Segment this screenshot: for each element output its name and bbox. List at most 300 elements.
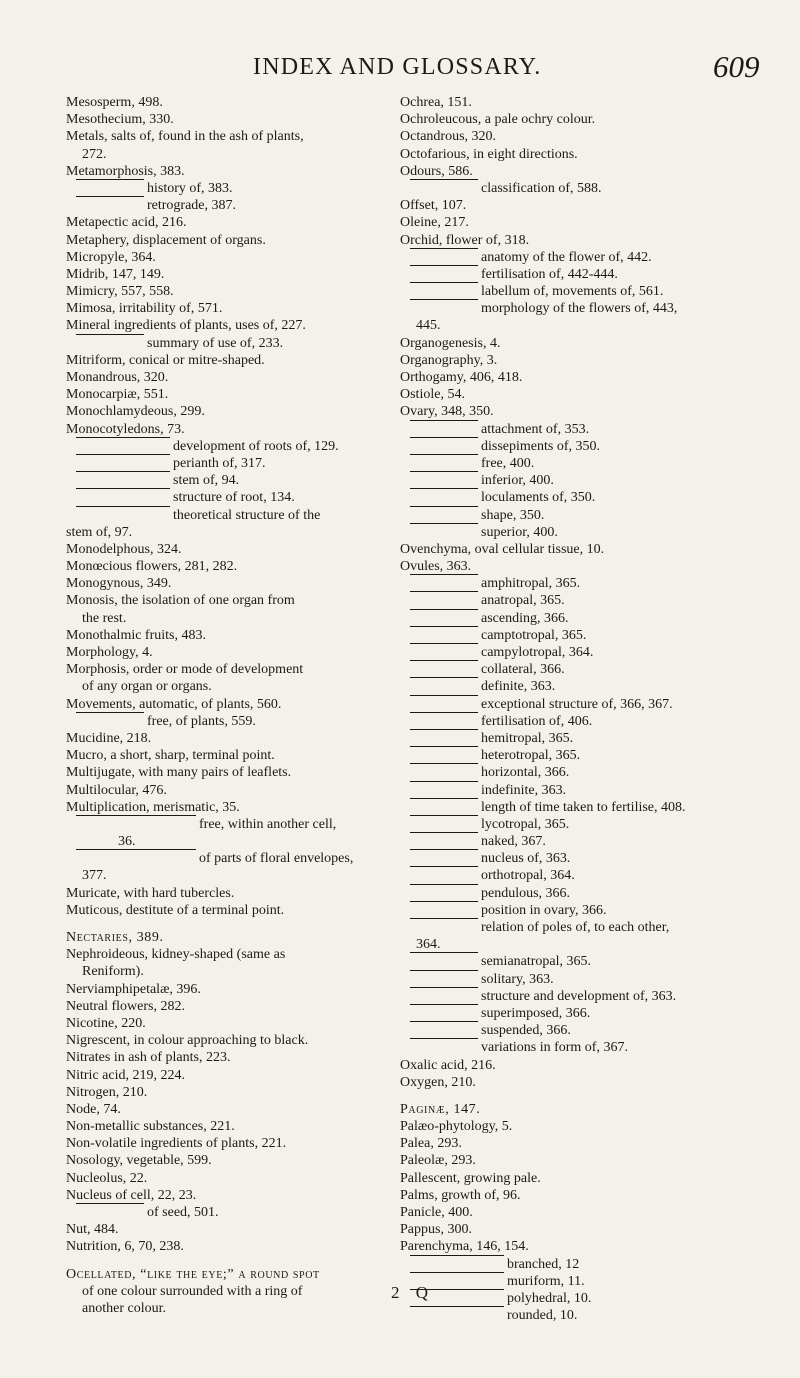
index-entry-text: Non-metallic substances, 221.	[66, 1119, 235, 1135]
index-subentry	[400, 455, 784, 472]
index-subentry	[400, 575, 784, 592]
index-entry-text: position in ovary, 366.	[481, 902, 607, 918]
index-entry-text: solitary, 363.	[481, 971, 554, 987]
index-entry	[66, 592, 388, 609]
index-entry-text: Pallescent, growing pale.	[400, 1170, 541, 1186]
index-entry-text: Nucleus of cell, 22, 23.	[66, 1187, 197, 1203]
index-entry	[400, 1135, 784, 1152]
index-entry	[400, 197, 784, 214]
index-entry-text: anatropal, 365.	[481, 593, 565, 609]
index-entry	[66, 902, 388, 919]
ditto-rule	[76, 196, 144, 197]
index-entry-text: Monandrous, 320.	[66, 370, 169, 385]
index-entry	[66, 661, 388, 678]
index-entry	[400, 1238, 784, 1255]
index-entry-text: Nucleolus, 22.	[66, 1170, 148, 1186]
index-entry-text: fertilisation of, 406.	[481, 713, 593, 729]
index-entry-text: Ovenchyma, oval cellular tissue, 10.	[400, 541, 605, 557]
index-entry-text: summary of use of, 233.	[147, 335, 284, 351]
index-entry-text: Offset, 107.	[400, 198, 467, 214]
index-entry-text: semianatropal, 365.	[481, 954, 592, 970]
index-entry	[400, 1118, 784, 1135]
index-subentry	[400, 816, 784, 833]
index-entry	[66, 764, 388, 781]
index-subentry	[400, 988, 784, 1005]
index-entry	[400, 111, 784, 128]
ditto-rule	[76, 506, 170, 507]
ditto-rule	[410, 523, 478, 524]
index-subentry	[400, 1307, 784, 1324]
index-entry-text: Monœcious flowers, 281, 282.	[66, 559, 238, 575]
printer-signature-mark: 2 Q	[391, 1283, 435, 1302]
ditto-rule	[76, 849, 196, 850]
index-entry-text: Morphosis, order or mode of development	[66, 662, 304, 678]
index-entry-text: Mineral ingredients of plants, uses of, 227.	[66, 318, 306, 334]
ditto-rule	[410, 660, 478, 661]
index-entry-text: history of, 383.	[147, 180, 233, 196]
index-entry-text: free, within another cell,	[199, 816, 337, 832]
ditto-rule	[410, 763, 478, 764]
index-subentry	[400, 747, 784, 764]
index-subentry	[66, 438, 388, 455]
index-entry	[66, 1135, 388, 1152]
ditto-rule	[76, 454, 170, 455]
index-entry	[66, 1221, 388, 1238]
index-entry-text: Parenchyma, 146, 154.	[400, 1239, 529, 1255]
index-entry-text: Nut, 484.	[66, 1222, 119, 1238]
ditto-rule	[410, 179, 478, 180]
index-entry-text: Movements, automatic, of plants, 560.	[66, 696, 282, 712]
index-entry-text: Ovary, 348, 350.	[400, 404, 494, 420]
index-entry-text: Multijugate, with many pairs of leaflets.	[66, 765, 292, 781]
index-entry-text: loculaments of, 350.	[481, 490, 596, 506]
index-subentry	[400, 1022, 784, 1039]
ditto-rule	[76, 471, 170, 472]
index-entry-text: Metapectic acid, 216.	[66, 215, 187, 231]
index-subentry	[400, 885, 784, 902]
index-entry-text: retrograde, 387.	[147, 198, 237, 214]
index-entry	[400, 163, 784, 180]
index-entry-text: suspended, 366.	[481, 1023, 571, 1039]
ditto-rule	[410, 437, 478, 438]
index-entry	[66, 867, 388, 884]
index-subentry	[400, 764, 784, 781]
ditto-rule	[410, 1038, 478, 1039]
index-entry-text: Monodelphous, 324.	[66, 541, 182, 557]
index-entry-text: free, 400.	[481, 455, 535, 471]
ditto-rule	[410, 832, 478, 833]
index-entry-text: nucleus of, 363.	[481, 851, 571, 867]
index-entry-text: perianth of, 317.	[173, 455, 266, 471]
index-entry	[400, 128, 784, 145]
index-entry-text: Paginæ, 147.	[400, 1101, 481, 1117]
index-entry	[66, 998, 388, 1015]
index-entry-text: superior, 400.	[481, 524, 558, 540]
index-subentry	[400, 627, 784, 644]
index-entry	[400, 352, 784, 369]
index-subentry	[66, 507, 388, 524]
index-entry-text: Palæo-phytology, 5.	[400, 1119, 513, 1135]
ditto-rule	[410, 574, 478, 575]
ditto-rule	[410, 265, 478, 266]
index-entry-text: Reniform).	[82, 964, 144, 980]
index-subentry	[400, 524, 784, 541]
index-entry-text: classification of, 588.	[481, 180, 602, 196]
index-entry-text: Muticous, destitute of a terminal point.	[66, 902, 285, 918]
index-subentry	[66, 850, 388, 867]
index-entry-text: labellum of, movements of, 561.	[481, 284, 664, 300]
index-entry	[66, 300, 388, 317]
index-entry	[66, 1049, 388, 1066]
index-entry-text: Orchid, flower of, 318.	[400, 232, 530, 248]
index-entry-text: Multiplication, merismatic, 35.	[66, 799, 240, 815]
index-subentry	[400, 661, 784, 678]
index-entry	[66, 317, 388, 334]
index-subentry	[400, 300, 784, 317]
index-entry-text: indefinite, 363.	[481, 782, 567, 798]
ditto-rule	[410, 609, 478, 610]
index-entry	[66, 678, 388, 695]
ditto-rule	[410, 1004, 478, 1005]
index-entry-text: Midrib, 147, 149.	[66, 266, 165, 282]
index-entry-text: exceptional structure of, 366, 367.	[481, 696, 673, 712]
ditto-rule	[76, 437, 170, 438]
index-entry-text: another colour.	[82, 1300, 166, 1316]
index-entry-text: hemitropal, 365.	[481, 730, 574, 746]
index-column-left	[66, 94, 388, 1317]
index-entry	[400, 1101, 784, 1118]
index-entry	[400, 1074, 784, 1091]
index-subentry	[400, 644, 784, 661]
index-entry-text: Monothalmic fruits, 483.	[66, 627, 206, 643]
ditto-rule	[410, 866, 478, 867]
index-entry	[66, 1067, 388, 1084]
index-entry-text: of parts of floral envelopes,	[199, 851, 354, 867]
index-subentry	[400, 799, 784, 816]
index-entry-text: structure and development of, 363.	[481, 988, 677, 1004]
index-entry	[400, 335, 784, 352]
index-entry	[400, 232, 784, 249]
index-subentry	[400, 266, 784, 283]
index-entry-text: lycotropal, 365.	[481, 816, 570, 832]
index-entry-text: Muricate, with hard tubercles.	[66, 885, 235, 901]
index-entry	[66, 94, 388, 111]
index-subentry	[400, 1039, 784, 1056]
index-entry-text: fertilisation of, 442-444.	[481, 266, 618, 282]
ditto-rule	[410, 815, 478, 816]
index-subentry	[66, 180, 388, 197]
index-entry	[66, 1283, 388, 1300]
ditto-rule	[410, 643, 478, 644]
index-entry	[400, 1170, 784, 1187]
ditto-rule	[76, 488, 170, 489]
index-subentry	[400, 507, 784, 524]
index-entry-text: Paleolæ, 293.	[400, 1153, 476, 1169]
index-entry-text: ascending, 366.	[481, 610, 569, 626]
index-entry	[66, 283, 388, 300]
index-subentry	[400, 919, 784, 936]
index-entry-text: Octofarious, in eight directions.	[400, 146, 578, 162]
ditto-rule	[76, 712, 144, 713]
ditto-rule	[410, 970, 478, 971]
ditto-rule	[410, 591, 478, 592]
index-subentry	[400, 971, 784, 988]
index-entry	[66, 1015, 388, 1032]
index-entry-text: Nitric acid, 219, 224.	[66, 1067, 185, 1083]
ditto-rule	[410, 1306, 504, 1307]
ditto-rule	[410, 746, 478, 747]
index-entry-text: Octandrous, 320.	[400, 129, 497, 145]
index-entry-text: Neutral flowers, 282.	[66, 998, 185, 1014]
index-entry-text: Nicotine, 220.	[66, 1015, 146, 1031]
index-entry-text: theoretical structure of the	[173, 507, 321, 523]
index-entry-text: Ovules, 363.	[400, 559, 472, 575]
index-entry-text: Micropyle, 364.	[66, 249, 156, 265]
ditto-rule	[410, 488, 478, 489]
index-entry	[400, 1204, 784, 1221]
index-entry-text: Mitriform, conical or mitre-shaped.	[66, 352, 265, 368]
ditto-rule	[410, 695, 478, 696]
index-entry	[400, 1187, 784, 1204]
index-entry	[66, 833, 388, 850]
index-entry	[66, 1187, 388, 1204]
ditto-rule	[410, 918, 478, 919]
index-entry	[66, 386, 388, 403]
ditto-rule	[410, 420, 478, 421]
index-subentry	[400, 713, 784, 730]
index-entry-text: inferior, 400.	[481, 473, 554, 489]
index-subentry	[400, 1290, 784, 1307]
index-entry-text: length of time taken to fertilise, 408.	[481, 799, 686, 815]
index-entry	[66, 111, 388, 128]
ditto-rule	[410, 781, 478, 782]
ditto-rule	[410, 282, 478, 283]
index-subentry	[400, 1273, 784, 1290]
index-entry-text: Nosology, vegetable, 599.	[66, 1153, 212, 1169]
index-subentry	[400, 678, 784, 695]
index-subentry	[400, 489, 784, 506]
index-entry	[66, 558, 388, 575]
index-entry-text: relation of poles of, to each other,	[481, 920, 670, 935]
index-subentry	[400, 833, 784, 850]
index-entry-text: Non-volatile ingredients of plants, 221.	[66, 1136, 287, 1152]
index-entry-text: muriform, 11.	[507, 1273, 585, 1289]
index-subentry	[400, 438, 784, 455]
index-entry-text: rounded, 10.	[507, 1308, 578, 1324]
index-subentry	[400, 696, 784, 713]
index-entry-text: Pappus, 300.	[400, 1222, 472, 1238]
index-entry	[66, 644, 388, 661]
index-entry-text: Mesosperm, 498.	[66, 95, 163, 110]
index-entry	[66, 981, 388, 998]
index-subentry	[400, 1005, 784, 1022]
index-entry-text: Odours, 586.	[400, 163, 473, 179]
index-entry	[400, 403, 784, 420]
ditto-rule	[410, 712, 478, 713]
ditto-rule	[410, 677, 478, 678]
ditto-rule	[410, 471, 478, 472]
index-entry-text: Oxygen, 210.	[400, 1074, 476, 1090]
ditto-rule	[410, 626, 478, 627]
index-entry	[66, 1266, 388, 1283]
index-column-right	[400, 94, 784, 1324]
index-entry-text: development of roots of, 129.	[173, 438, 339, 454]
index-entry-text: heterotropal, 365.	[481, 748, 581, 764]
index-subentry	[400, 953, 784, 970]
index-entry-text: Ochrea, 151.	[400, 95, 472, 110]
index-entry-text: Organogenesis, 4.	[400, 335, 501, 351]
index-entry-text: polyhedral, 10.	[507, 1290, 592, 1306]
index-entry	[66, 963, 388, 980]
index-entry-text: Monogynous, 349.	[66, 576, 172, 592]
index-entry-text: dissepiments of, 350.	[481, 438, 600, 454]
index-entry-text: 36.	[118, 834, 136, 850]
index-entry-text: Nitrogen, 210.	[66, 1084, 148, 1100]
index-entry	[400, 1221, 784, 1238]
index-entry-text: Nigrescent, in colour approaching to black.	[66, 1033, 309, 1049]
index-subentry	[400, 1256, 784, 1273]
index-entry-text: Metaphery, displacement of organs.	[66, 232, 266, 248]
index-entry	[66, 1032, 388, 1049]
index-subentry	[66, 489, 388, 506]
index-subentry	[66, 713, 388, 730]
index-entry-text: Nutrition, 6, 70, 238.	[66, 1239, 184, 1255]
index-entry	[66, 1152, 388, 1169]
index-entry	[66, 352, 388, 369]
index-entry	[66, 369, 388, 386]
page-title: INDEX AND GLOSSARY.	[253, 54, 542, 80]
index-subentry	[400, 730, 784, 747]
index-entry-text: Metamorphosis, 383.	[66, 163, 185, 179]
index-entry-text: Ostiole, 54.	[400, 387, 465, 403]
index-entry-text: Monocotyledons, 73.	[66, 421, 185, 437]
index-subentry	[66, 455, 388, 472]
index-entry-text: the rest.	[82, 610, 127, 626]
index-entry	[66, 541, 388, 558]
index-entry	[400, 386, 784, 403]
ditto-rule	[410, 884, 478, 885]
index-entry-text: Multilocular, 476.	[66, 782, 167, 798]
index-subentry	[66, 335, 388, 352]
index-entry	[66, 249, 388, 266]
index-entry-text: Mucidine, 218.	[66, 730, 152, 746]
index-entry-text: 377.	[82, 868, 107, 884]
index-entry-text: free, of plants, 559.	[147, 713, 256, 729]
index-entry	[66, 421, 388, 438]
index-entry	[66, 1238, 388, 1255]
index-entry	[400, 94, 784, 111]
index-entry-text: branched, 12	[507, 1256, 580, 1272]
index-entry	[66, 232, 388, 249]
ditto-rule	[410, 849, 478, 850]
ditto-rule	[410, 454, 478, 455]
ditto-rule	[76, 1203, 144, 1204]
index-entry	[66, 782, 388, 799]
index-entry	[66, 163, 388, 180]
index-entry-text: collateral, 366.	[481, 662, 565, 678]
index-subentry	[400, 902, 784, 919]
ditto-rule	[410, 299, 478, 300]
index-entry-text: of one colour surrounded with a ring of	[82, 1283, 303, 1299]
index-entry-text: of seed, 501.	[147, 1205, 219, 1220]
index-entry	[66, 885, 388, 902]
index-entry-text: Monocarpiæ, 551.	[66, 387, 169, 403]
index-entry	[66, 214, 388, 231]
index-subentry	[400, 283, 784, 300]
index-entry-text: campylotropal, 364.	[481, 645, 594, 660]
index-subentry	[400, 782, 784, 799]
index-subentry	[400, 180, 784, 197]
index-entry-text: 364.	[416, 937, 441, 953]
index-entry	[66, 627, 388, 644]
index-entry	[66, 696, 388, 713]
index-entry-text: Mimicry, 557, 558.	[66, 284, 174, 300]
index-entry-text: Monosis, the isolation of one organ from	[66, 593, 295, 609]
ditto-rule	[410, 952, 478, 953]
index-entry-text: Orthogamy, 406, 418.	[400, 370, 523, 385]
index-entry	[66, 403, 388, 420]
index-entry-text: Organography, 3.	[400, 352, 498, 368]
index-entry	[66, 929, 388, 946]
index-entry-text: Ocellated, “like the eye;” a round spot	[66, 1266, 320, 1282]
index-entry	[66, 610, 388, 627]
index-entry-text: 272.	[82, 146, 107, 162]
index-entry-text: Mesothecium, 330.	[66, 112, 174, 128]
index-entry-text: naked, 367.	[481, 834, 546, 850]
index-entry-text: Node, 74.	[66, 1101, 121, 1117]
index-entry-text: Metals, salts of, found in the ash of plants,	[66, 129, 304, 145]
ditto-rule	[410, 248, 478, 249]
index-entry	[400, 317, 784, 334]
index-entry	[66, 146, 388, 163]
index-entry	[400, 214, 784, 231]
index-entry	[66, 1101, 388, 1118]
index-entry-text: Oleine, 217.	[400, 215, 469, 231]
index-entry-text: structure of root, 134.	[173, 490, 295, 506]
index-entry	[400, 369, 784, 386]
index-subentry	[66, 816, 388, 833]
ditto-rule	[410, 506, 478, 507]
index-entry	[400, 1152, 784, 1169]
ditto-rule	[76, 334, 144, 335]
running-header	[0, 49, 800, 86]
index-subentry	[400, 421, 784, 438]
index-entry-text: of any organ or organs.	[82, 679, 212, 695]
index-entry-text: Nephroideous, kidney-shaped (same as	[66, 947, 286, 963]
index-entry-text: pendulous, 366.	[481, 885, 571, 901]
index-entry	[400, 936, 784, 953]
index-entry	[400, 541, 784, 558]
index-entry	[66, 128, 388, 145]
index-entry-text: stem of, 94.	[173, 473, 240, 489]
index-entry-text: Ochroleucous, a pale ochry colour.	[400, 112, 596, 128]
index-entry-text: shape, 350.	[481, 507, 545, 523]
index-entry-text: Panicle, 400.	[400, 1205, 473, 1220]
index-subentry	[66, 197, 388, 214]
index-entry	[66, 1118, 388, 1135]
index-entry	[66, 1170, 388, 1187]
index-entry	[400, 1057, 784, 1074]
index-subentry	[66, 472, 388, 489]
index-entry-text: Monochlamydeous, 299.	[66, 404, 205, 420]
index-entry	[66, 747, 388, 764]
index-entry-text: orthotropal, 364.	[481, 868, 575, 884]
index-entry-text: amphitropal, 365.	[481, 576, 581, 592]
index-entry	[66, 1300, 388, 1317]
ditto-rule	[410, 987, 478, 988]
index-entry	[66, 266, 388, 283]
ditto-rule	[410, 901, 478, 902]
